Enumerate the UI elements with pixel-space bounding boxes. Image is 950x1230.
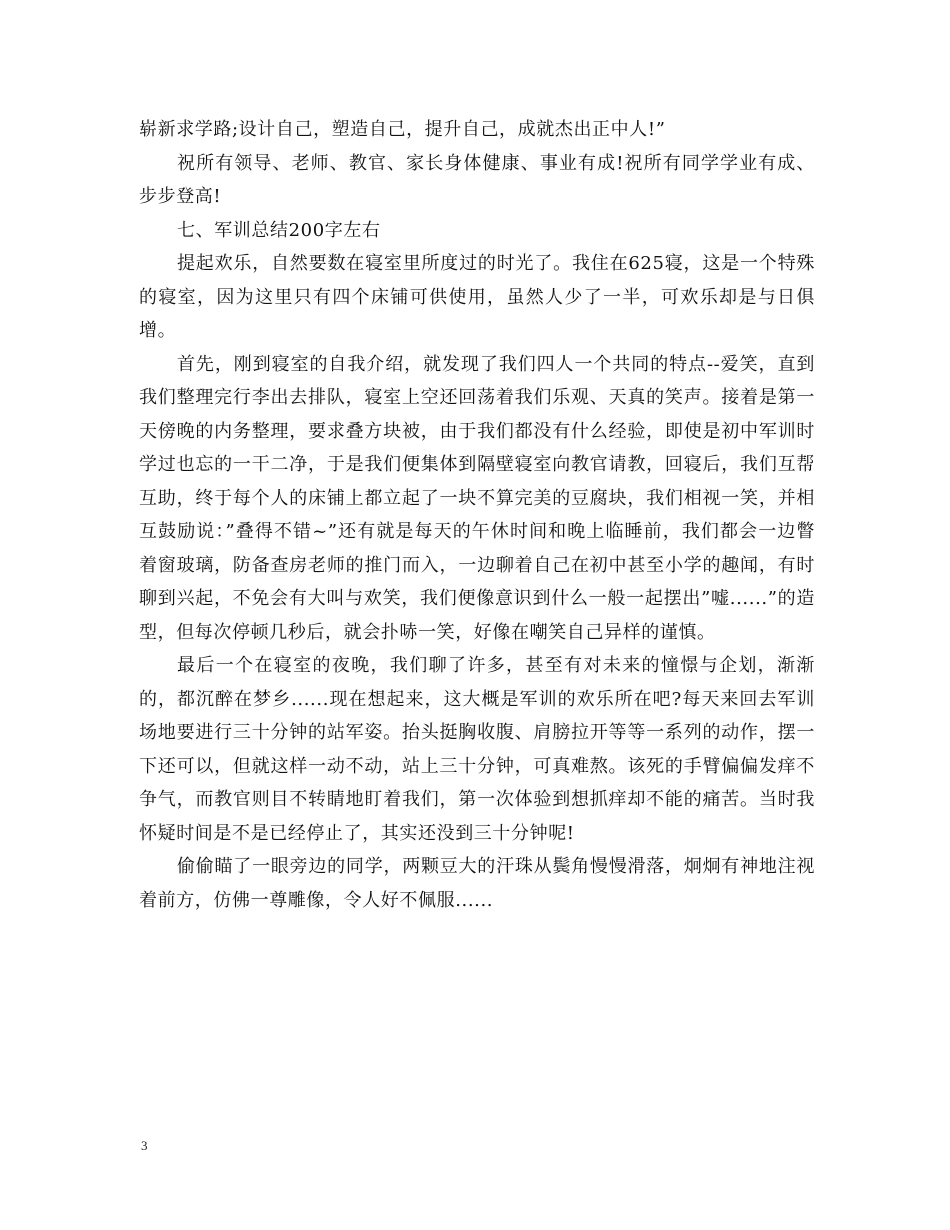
paragraph-classmate: 偷偷瞄了一眼旁边的同学，两颗豆大的汗珠从鬓角慢慢滑落，炯炯有神地注视着前方，仿佛一尊雕像，令人好不佩服...... [139, 856, 815, 911]
paragraph-dorm-life: 首先，刚到寝室的自我介绍，就发现了我们四人一个共同的特点--爱笑，直到我们整理完行李出去排队，寝室上空还回荡着我们乐观、天真的笑声。接着是第一天傍晚的内务整理，要求叠方块被，由于我们都没有什么经验，即使是初中军训时学过也忘的一干二净，于是我们便集体到隔壁寝室向教官请教，回寝后，我们互帮互助，终于每个人的床铺上都立起了一块不算完美的豆腐块，我们相视一笑，并相互鼓励说：”叠得不错~”还有就是每天的午休时间和晚上临睡前，我们都会一边瞥着窗玻璃，防备查房老师的推门而入，一边聊着自己在初中甚至小学的趣闻，有时聊到兴起，不免会有大叫与欢笑，我们便像意识到什么一般一起摆出”嘘......”的造型，但每次停顿几秒后，就会扑哧一笑，好像在嘲笑自己异样的谨慎。 [139, 353, 815, 643]
paragraph-last-night: 最后一个在寝室的夜晚，我们聊了许多，甚至有对未来的憧憬与企划，渐渐的，都沉醉在梦乡......现在想起来，这大概是军训的欢乐所在吧?每天来回去军训场地要进行三十分钟的站军姿。抬头挺胸收腹、肩膀拉开等等一系列的动作，摆一下还可以，但就这样一动不动，站上三十分钟，可真难熬。该死的手臂偏偏发痒不争气，而教官则目不转睛地盯着我们，第一次体验到想抓痒却不能的痛苦。当时我怀疑时间是不是已经停止了，其实还没到三十分钟呢! [139, 655, 815, 844]
section-heading: 七、军训总结200字左右 [177, 219, 381, 241]
document-body [139, 113, 815, 917]
page-number: 3 [141, 1138, 148, 1153]
paragraph-continuation: 崭新求学路;设计自己，塑造自己，提升自己，成就杰出正中人!” [139, 119, 666, 140]
paragraph-dorm-intro: 提起欢乐，自然要数在寝室里所度过的时光了。我住在625寝，这是一个特殊的寝室，因为这里只有四个床铺可供使用，虽然人少了一半，可欢乐却是与日俱增。 [139, 253, 815, 341]
paragraph-wishes: 祝所有领导、老师、教官、家长身体健康、事业有成!祝所有同学学业有成、步步登高! [139, 152, 815, 207]
